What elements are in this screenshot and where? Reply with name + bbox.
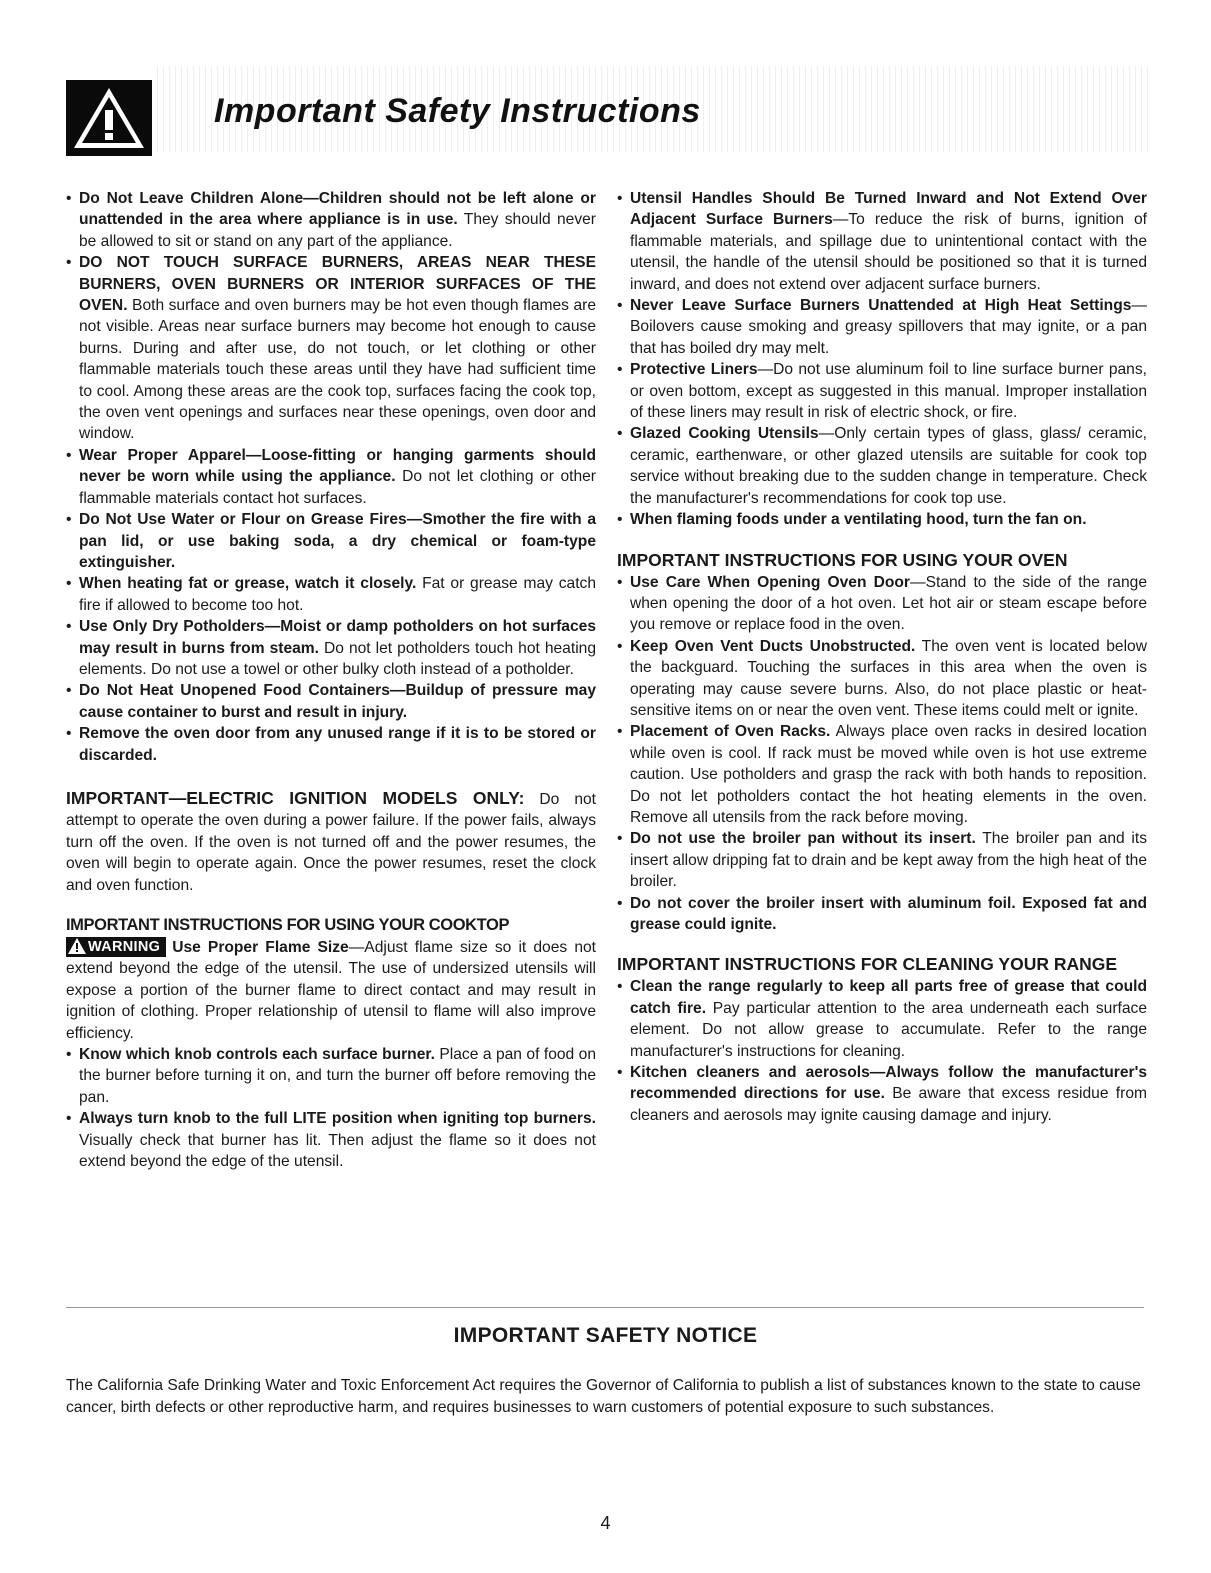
left-column — [66, 188, 596, 1172]
item-lead: Protective Liners — [630, 361, 758, 379]
item-lead: Placement of Oven Racks. — [630, 723, 831, 741]
list-item — [617, 721, 1147, 828]
warning-badge — [66, 937, 166, 957]
list-item — [66, 573, 596, 616]
item-lead: Kitchen cleaners and aerosols—Always follow the manufacturer's recommended directions for use. — [630, 1064, 1147, 1103]
item-text: Place a pan of food on the burner before turning it on, and turn the burner off before removing the pan. — [79, 1046, 596, 1106]
item-text: —Stand to the side of the range when opening the door of a hot oven. Let hot air or steam escape before you remove or replace food in the oven. — [630, 573, 1147, 634]
item-lead: Wear Proper Apparel—Loose-fitting or hanging garments should never be worn while using the appliance. — [79, 446, 596, 486]
item-lead: Use Care When Opening Oven Door — [630, 573, 910, 591]
list-item — [617, 828, 1147, 892]
list-item — [617, 572, 1147, 636]
list-item — [617, 976, 1147, 1062]
right-column — [617, 188, 1147, 1126]
list-item — [66, 509, 596, 573]
cooktop-heading: IMPORTANT INSTRUCTIONS FOR USING YOUR COOKTOP — [66, 916, 510, 934]
item-lead: When heating fat or grease, watch it closely. — [79, 575, 417, 593]
item-lead: Always turn knob to the full LITE position when igniting top burners. — [79, 1110, 596, 1128]
divider — [66, 1307, 1144, 1308]
item-text: The oven vent is located below the backguard. Touching the surfaces in this area when the oven is operating may cause severe burns. Also, do not place plastic or heat-sensitive items on or near the oven vent. These items could melt or ignite. — [630, 637, 1147, 719]
item-lead: Know which knob controls each surface burner. — [79, 1046, 435, 1064]
item-lead: Use Only Dry Potholders—Moist or damp potholders on hot surfaces may result in burns from steam. — [79, 618, 596, 657]
warning-label: WARNING — [88, 939, 161, 955]
list-item — [66, 445, 596, 509]
warning-lead: Use Proper Flame Size — [172, 939, 349, 956]
item-text: Be aware that excess residue from cleaners and aerosols may ignite causing damage and injury. — [630, 1085, 1147, 1124]
warning-triangle-icon — [66, 80, 152, 156]
electric-ignition-text: Do not attempt to operate the oven during a power failure. If the power fails, always turn off the oven. If the oven is not turned off and the power resumes, the oven will begin to operate again. Once the power resumes, reset the clock and oven function. — [66, 790, 596, 894]
item-text: Fat or grease may catch fire if allowed to become too hot. — [79, 575, 596, 614]
list-item — [66, 616, 596, 680]
item-lead: Do not cover the broiler insert with aluminum foil. Exposed fat and grease could ignite. — [630, 894, 1147, 933]
item-lead: Do not use the broiler pan without its insert. — [630, 830, 976, 848]
list-item — [617, 188, 1147, 295]
item-lead: Do Not Leave Children Alone—Children should not be left alone or unattended in the area where appliance is in use. — [79, 190, 596, 229]
list-item — [66, 1044, 596, 1108]
list-item — [617, 893, 1147, 936]
warning-paragraph — [66, 937, 596, 1044]
oven-heading: IMPORTANT INSTRUCTIONS FOR USING YOUR OVEN — [617, 549, 1068, 570]
item-text: The broiler pan and its insert allow dripping fat to drain and be kept away from the high heat of the broiler. — [630, 830, 1147, 891]
item-lead: Glazed Cooking Utensils — [630, 425, 819, 443]
list-item — [617, 359, 1147, 423]
notice-title: IMPORTANT SAFETY NOTICE — [453, 1324, 758, 1347]
page-number: 4 — [600, 1513, 611, 1533]
list-item — [617, 509, 1147, 530]
item-lead: Never Leave Surface Burners Unattended at High Heat Settings — [630, 297, 1132, 315]
electric-ignition-section — [66, 788, 596, 896]
item-text: Always place oven racks in desired location while oven is cool. If rack must be moved while oven is hot use extreme caution. Use potholders and grasp the rack with both hands to reposition. Do not let potholders contact the hot heating elements in the oven. Remove all utensils from the rack before moving. — [630, 723, 1147, 826]
notice-text: The California Safe Drinking Water and Toxic Enforcement Act requires the Governor of California to publish a list of substances known to the state to cause cancer, birth defects or other reproductive harm, and requires businesses to warn customers of potential exposure to such substances. — [66, 1377, 1141, 1416]
item-text: —To reduce the risk of burns, ignition of flammable materials, and spillage due to unintentional contact with the utensil, the handle of the utensil should be positioned so that it is turned inward, and does not extend over adjacent surface burners. — [630, 211, 1147, 293]
item-text: —Boilovers cause smoking and greasy spillovers that may ignite, or a pan that has boiled dry may melt. — [630, 297, 1147, 357]
list-item — [617, 636, 1147, 722]
list-item — [66, 1108, 596, 1172]
electric-ignition-heading: IMPORTANT—ELECTRIC IGNITION MODELS ONLY: — [66, 787, 525, 808]
item-lead: Clean the range regularly to keep all parts free of grease that could catch fire. — [630, 978, 1147, 1017]
list-item — [66, 188, 596, 252]
page-header — [66, 60, 1148, 156]
item-text: Pay particular attention to the area underneath each surface element. Do not allow grease to accumulate. Refer to the range manufacturer's instructions for cleaning. — [630, 999, 1147, 1060]
item-lead: Keep Oven Vent Ducts Unobstructed. — [630, 637, 916, 655]
item-text: Do not let potholders touch hot heating elements. Do not use a towel or other bulky cloth instead of a potholder. — [79, 639, 596, 678]
item-lead: Utensil Handles Should Be Turned Inward and Not Extend Over Adjacent Surface Burners — [630, 190, 1147, 229]
item-text: Visually check that burner has lit. Then adjust the flame so it does not extend beyond the edge of the utensil. — [79, 1131, 596, 1171]
item-text: They should never be allowed to sit or stand on any part of the appliance. — [79, 211, 597, 250]
item-text: —Do not use aluminum foil to line surface burner pans, or oven bottom, except as suggested in this manual. Improper installation of these liners may result in risk of electric shock, or fire. — [630, 361, 1147, 422]
warning-text: —Adjust flame size so it does not extend beyond the edge of the utensil. The use of undersized utensils will expose a portion of the burner flame to direct contact and may result in ignition of clothing. Proper relationship of utensil to flame will also improve efficiency. — [66, 939, 596, 1042]
cleaning-heading: IMPORTANT INSTRUCTIONS FOR CLEANING YOUR RANGE — [617, 954, 1118, 975]
item-text: —Only certain types of glass, glass/ ceramic, ceramic, earthenware, or other glazed utensils are suitable for cook top service without breaking due to the sudden change in temperature. Check the manufacturer's recommendations for cook top use. — [630, 425, 1148, 507]
item-lead: When flaming foods under a ventilating hood, turn the fan on. — [630, 511, 1087, 529]
item-lead: DO NOT TOUCH SURFACE BURNERS, AREAS NEAR THESE BURNERS, OVEN BURNERS OR INTERIOR SURFACES OF THE OVEN. — [79, 254, 596, 315]
list-item — [66, 680, 596, 723]
item-text: Both surface and oven burners may be hot even though flames are not visible. Areas near surface burners may become hot enough to cause burns. During and after use, do not touch, or let clothing or other flammable materials touch these areas until they have had sufficient time to cool. Among these areas are the cook top, surfaces facing the cook top, the oven vent openings and surfaces near these openings, oven door and window. — [79, 297, 596, 443]
list-item — [66, 252, 596, 445]
list-item — [66, 723, 596, 766]
list-item — [617, 423, 1147, 509]
item-text: Do not let clothing or other flammable materials contact hot surfaces. — [79, 468, 597, 507]
page-title: Important Safety Instructions — [214, 92, 701, 130]
list-item — [617, 295, 1147, 359]
warning-triangle-icon — [68, 938, 86, 954]
item-lead: Do Not Use Water or Flour on Grease Fires—Smother the fire with a pan lid, or use baking soda, a dry chemical or foam-type extinguisher. — [79, 511, 596, 571]
item-lead: Do Not Heat Unopened Food Containers—Buildup of pressure may cause container to burst and result in injury. — [79, 682, 596, 721]
item-lead: Remove the oven door from any unused range if it is to be stored or discarded. — [79, 725, 596, 764]
list-item — [617, 1062, 1147, 1126]
